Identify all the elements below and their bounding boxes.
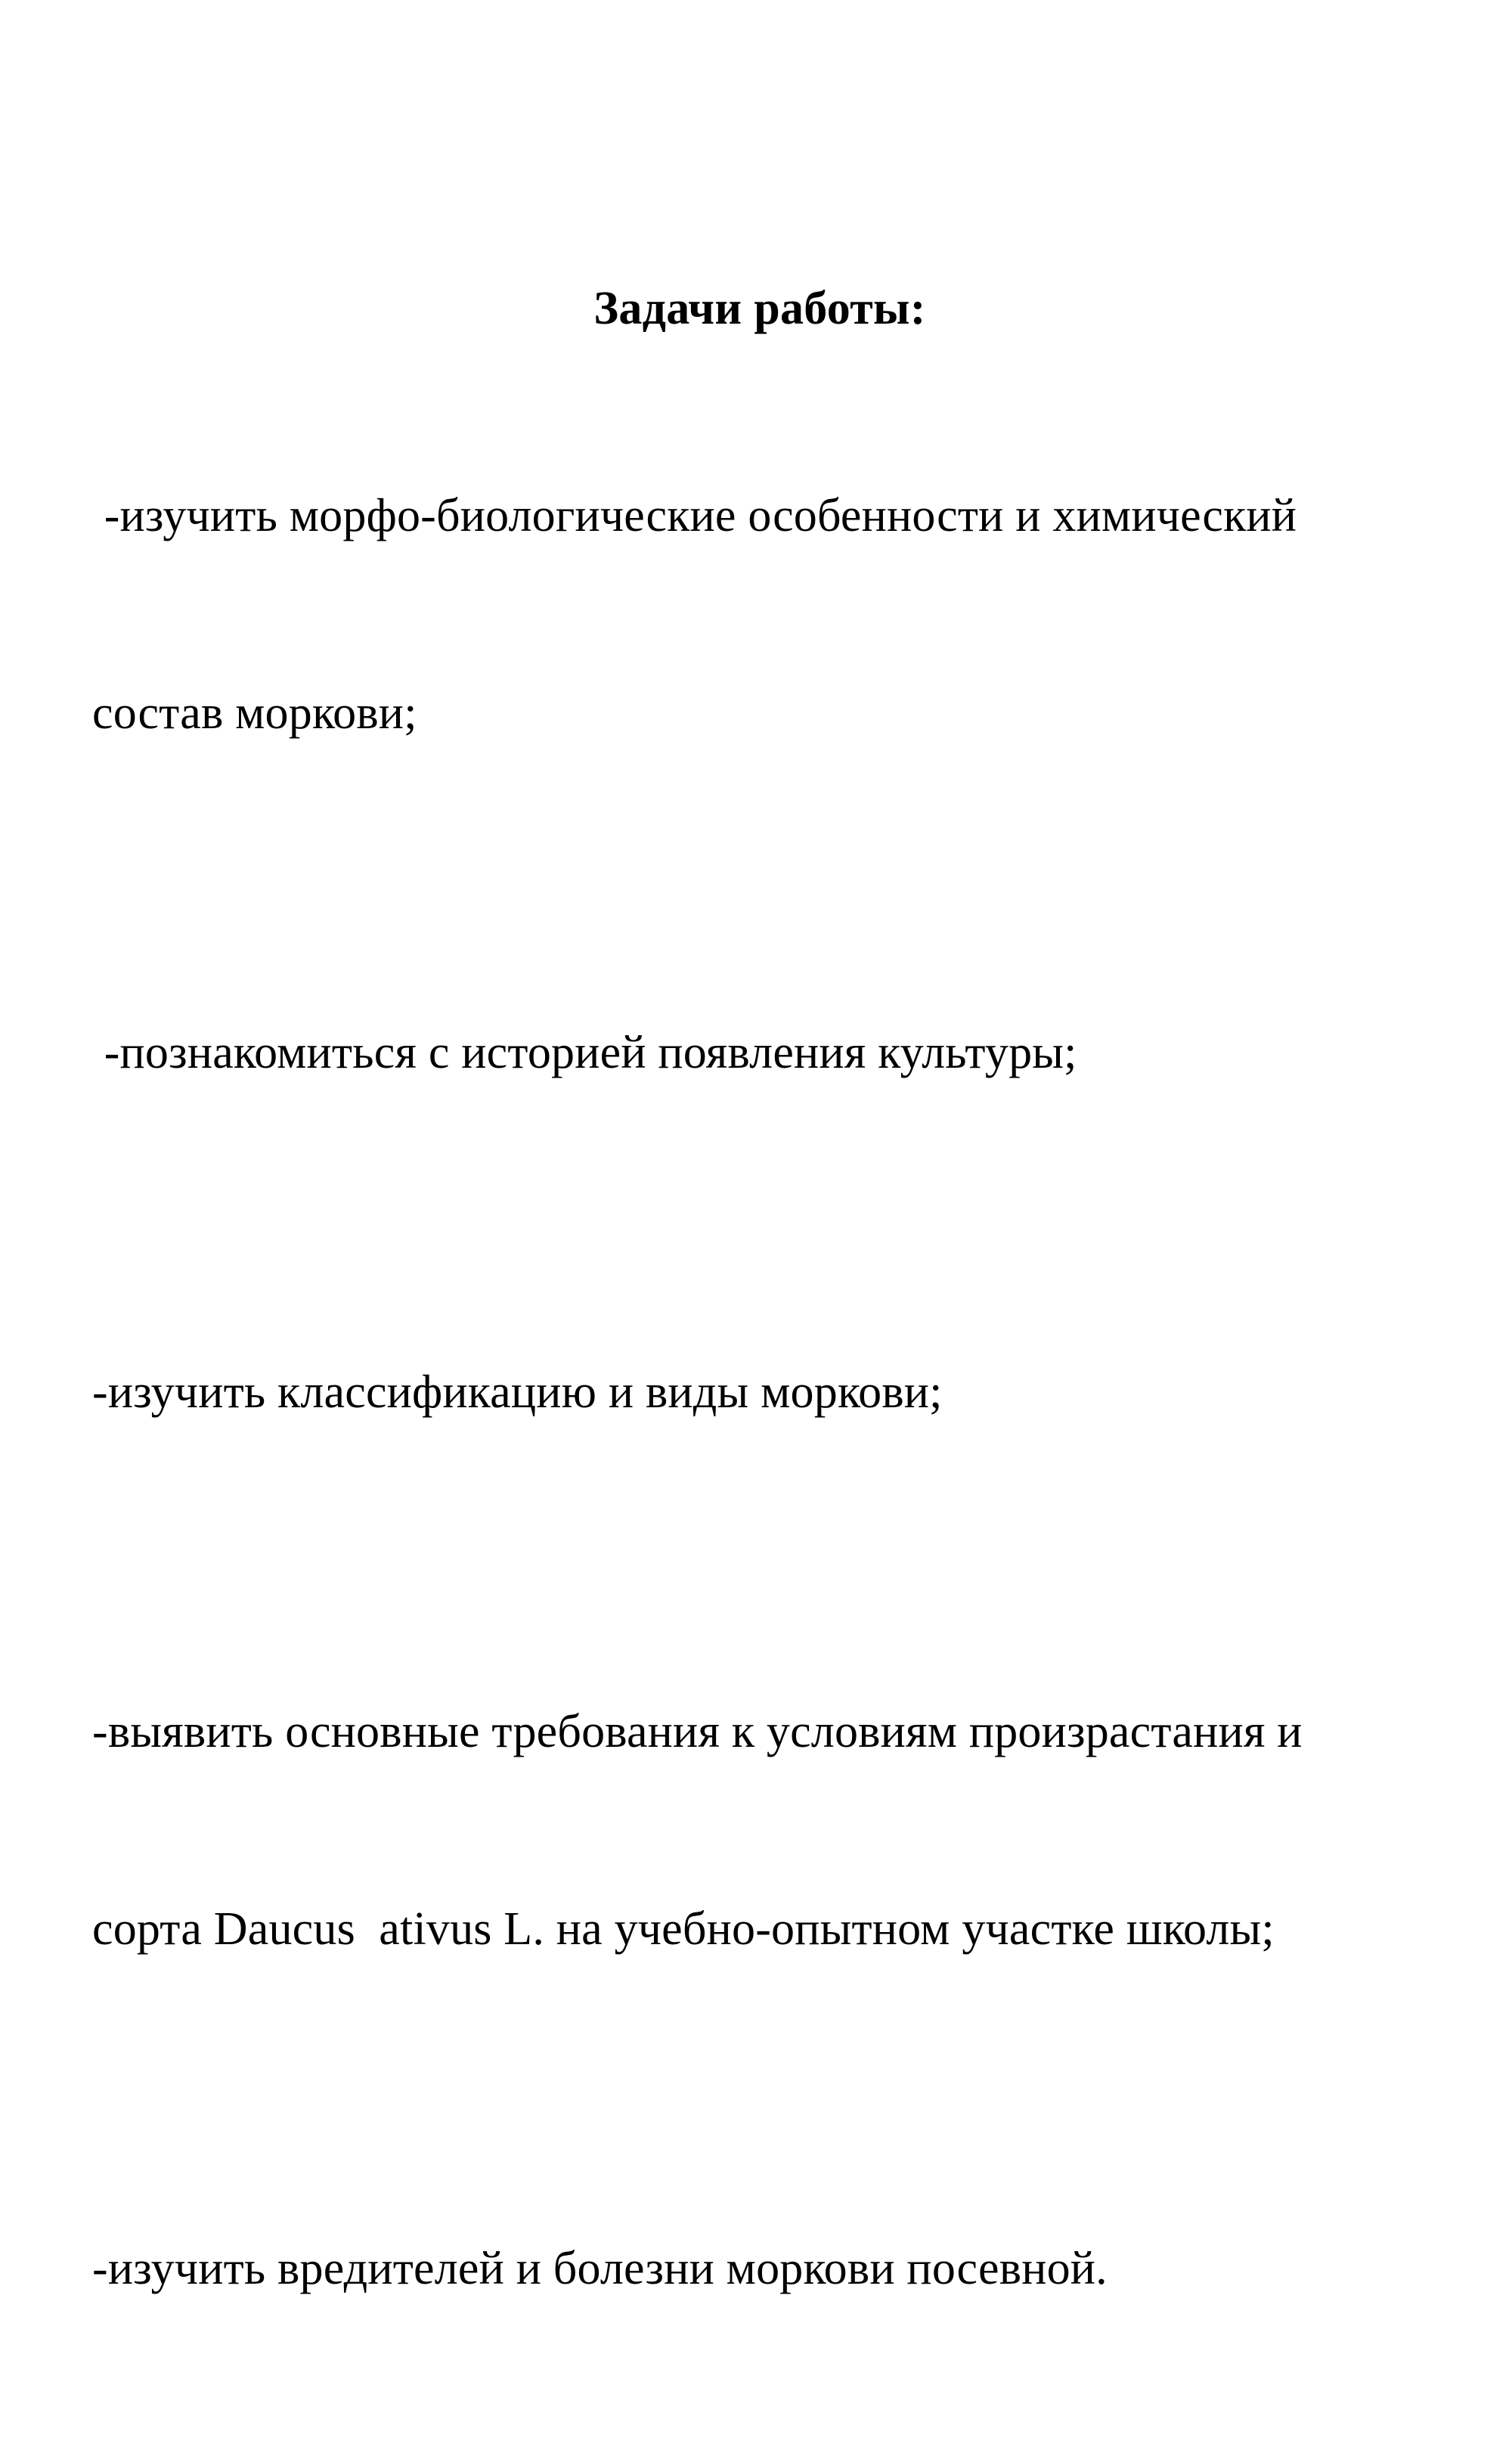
- task-item: [92, 2104, 1438, 2433]
- task-line: -познакомиться с историей появления культуры;: [92, 1027, 1077, 1078]
- task-line: -изучить классификацию и виды моркови;: [92, 1366, 943, 1418]
- task-item: [92, 1228, 1438, 1557]
- task-item: [92, 1568, 1438, 2094]
- task-line: -выявить основные требования к условиям произрастания и: [92, 1706, 1303, 1757]
- task-line: состав моркови;: [92, 687, 417, 739]
- task-line: -изучить вредителей и болезни моркови посевной.: [92, 2243, 1108, 2294]
- slide-title: Задачи работы:: [593, 283, 926, 334]
- task-list: [92, 352, 1438, 2444]
- task-line: сорта Daucus ativus L. на учебно-опытном участке школы;: [92, 1903, 1275, 1955]
- task-line: -изучить морфо-биологические особенности и химический: [92, 490, 1297, 541]
- task-item: [92, 889, 1438, 1217]
- task-item: [92, 352, 1438, 878]
